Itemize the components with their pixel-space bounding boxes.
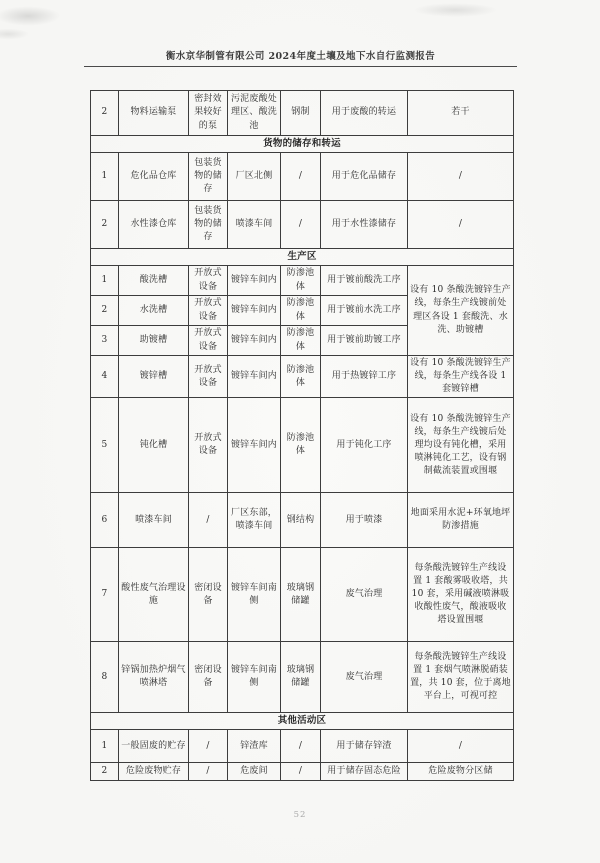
table-cell: / [189, 493, 228, 548]
table-cell: 密闭设备 [189, 642, 228, 713]
table-cell: 用于热镀锌工序 [321, 356, 408, 398]
table-cell: 水性漆仓库 [119, 201, 189, 249]
table-cell: 用于危化品储存 [321, 153, 408, 201]
section-header: 生产区 [91, 249, 514, 266]
table-row [91, 642, 514, 713]
table-cell: 开放式设备 [189, 266, 228, 296]
table-cell: 镀锌车间内 [228, 356, 281, 398]
table-cell: 若干 [408, 91, 514, 136]
table-cell: 锌锅加热炉烟气喷淋塔 [119, 642, 189, 713]
page-number: 52 [293, 810, 307, 820]
table-cell: / [281, 153, 321, 201]
table-cell: / [408, 730, 514, 763]
table-cell: 防渗池体 [281, 326, 321, 356]
table-cell: 喷漆车间 [119, 493, 189, 548]
table-cell: 设有 10 条酸洗镀锌生产线，每条生产线各设 1 套镀锌槽 [408, 356, 514, 398]
table-cell: 包装货物的储存 [189, 201, 228, 249]
table-cell: 危险废物分区储 [408, 763, 514, 781]
table-cell: 开放式设备 [189, 398, 228, 493]
table-cell: 5 [91, 398, 119, 493]
table-cell: 防渗池体 [281, 266, 321, 296]
table-cell: 3 [91, 326, 119, 356]
table-cell: 镀锌车间内 [228, 326, 281, 356]
table-cell: 7 [91, 548, 119, 642]
table-cell: 废气治理 [321, 642, 408, 713]
table-cell: 防渗池体 [281, 398, 321, 493]
table-cell: 镀锌车间内 [228, 296, 281, 326]
table-cell: 1 [91, 266, 119, 296]
table-cell: 用于喷漆 [321, 493, 408, 548]
table-cell: 危化品仓库 [119, 153, 189, 201]
table-cell: 1 [91, 153, 119, 201]
table-cell: 镀锌车间内 [228, 398, 281, 493]
section-row [91, 136, 514, 153]
section-header: 其他活动区 [91, 713, 514, 730]
table-cell: 每条酸洗镀锌生产线设置 1 套烟气喷淋脱硝装置，共 10 套，位于离地平台上，可视可控 [408, 642, 514, 713]
table-cell: 开放式设备 [189, 356, 228, 398]
table-cell: 密封效果较好的泵 [189, 91, 228, 136]
table-row [91, 730, 514, 763]
table-cell: 用于镀前助镀工序 [321, 326, 408, 356]
table-cell: 水洗槽 [119, 296, 189, 326]
table-cell: / [281, 201, 321, 249]
table-cell: 每条酸洗镀锌生产线设置 1 套酸雾吸收塔，共 10 套，采用碱液喷淋吸收酸性废气，酸液吸收塔设置围堰 [408, 548, 514, 642]
table-cell: 6 [91, 493, 119, 548]
table-cell: / [408, 201, 514, 249]
table-row [91, 266, 514, 296]
facilities-table [90, 90, 514, 781]
table-cell: 密闭设备 [189, 548, 228, 642]
table-row [91, 548, 514, 642]
table-cell: 镀锌车间内 [228, 266, 281, 296]
table-cell: 危废间 [228, 763, 281, 781]
table-row [91, 493, 514, 548]
table-cell: 物料运输泵 [119, 91, 189, 136]
table-cell: 2 [91, 91, 119, 136]
table-cell: 防渗池体 [281, 296, 321, 326]
table-cell: 地面采用水泥+环氧地坪防渗措施 [408, 493, 514, 548]
table-cell: 镀锌车间南侧 [228, 642, 281, 713]
section-row [91, 249, 514, 266]
table-cell: 包装货物的储存 [189, 153, 228, 201]
table-cell: 2 [91, 296, 119, 326]
section-row [91, 713, 514, 730]
table-cell: 镀锌槽 [119, 356, 189, 398]
table-cell: / [281, 763, 321, 781]
table-cell: 玻璃钢储罐 [281, 642, 321, 713]
table-row [91, 398, 514, 493]
table-cell: / [281, 730, 321, 763]
table-cell: 厂区东部，喷漆车间 [228, 493, 281, 548]
facilities-table-body [91, 91, 514, 781]
table-cell: / [189, 730, 228, 763]
table-cell: 8 [91, 642, 119, 713]
table-cell: 用于废酸的转运 [321, 91, 408, 136]
table-row [91, 153, 514, 201]
table-cell: 用于水性漆储存 [321, 201, 408, 249]
table-cell: 喷漆车间 [228, 201, 281, 249]
table-cell: / [189, 763, 228, 781]
table-cell: 用于镀前酸洗工序 [321, 266, 408, 296]
table-cell: 厂区北侧 [228, 153, 281, 201]
table-cell: 用于镀前水洗工序 [321, 296, 408, 326]
table-cell: 助镀槽 [119, 326, 189, 356]
table-cell: 钢制 [281, 91, 321, 136]
table-row [91, 91, 514, 136]
table-cell: 钢结构 [281, 493, 321, 548]
table-cell: 危险废物贮存 [119, 763, 189, 781]
section-header: 货物的储存和转运 [91, 136, 514, 153]
table-row [91, 201, 514, 249]
table-cell: 2 [91, 763, 119, 781]
page-header [84, 48, 517, 67]
table-cell: 一般固废的贮存 [119, 730, 189, 763]
table-cell: 1 [91, 730, 119, 763]
table-cell: 玻璃钢储罐 [281, 548, 321, 642]
table-cell: 2 [91, 201, 119, 249]
table-cell: 锌渣库 [228, 730, 281, 763]
table-cell: 镀锌车间南侧 [228, 548, 281, 642]
table-cell: 酸洗槽 [119, 266, 189, 296]
table-cell: 防渗池体 [281, 356, 321, 398]
table-cell: 开放式设备 [189, 326, 228, 356]
report-title: 衡水京华制管有限公司 2024年度土壤及地下水自行监测报告 [165, 51, 436, 62]
table-cell: 设有 10 条酸洗镀锌生产线，每条生产线镀后处理均设有钝化槽，采用喷淋钝化工艺，设有钢制截流装置或围堰 [408, 398, 514, 493]
table-cell: 开放式设备 [189, 296, 228, 326]
table-cell: 钝化槽 [119, 398, 189, 493]
table-row [91, 356, 514, 398]
table-cell: 用于储存固态危险 [321, 763, 408, 781]
table-cell: 用于钝化工序 [321, 398, 408, 493]
table-cell: 4 [91, 356, 119, 398]
table-cell: / [408, 153, 514, 201]
table-cell: 废气治理 [321, 548, 408, 642]
table-cell: 设有 10 条酸洗镀锌生产线，每条生产线镀前处理区各设 1 套酸洗、水洗、助镀槽 [408, 266, 514, 356]
table-row [91, 763, 514, 781]
table-cell: 酸性废气治理设施 [119, 548, 189, 642]
table-cell: 用于储存锌渣 [321, 730, 408, 763]
table-cell: 污泥废酸处理区、酸洗池 [228, 91, 281, 136]
